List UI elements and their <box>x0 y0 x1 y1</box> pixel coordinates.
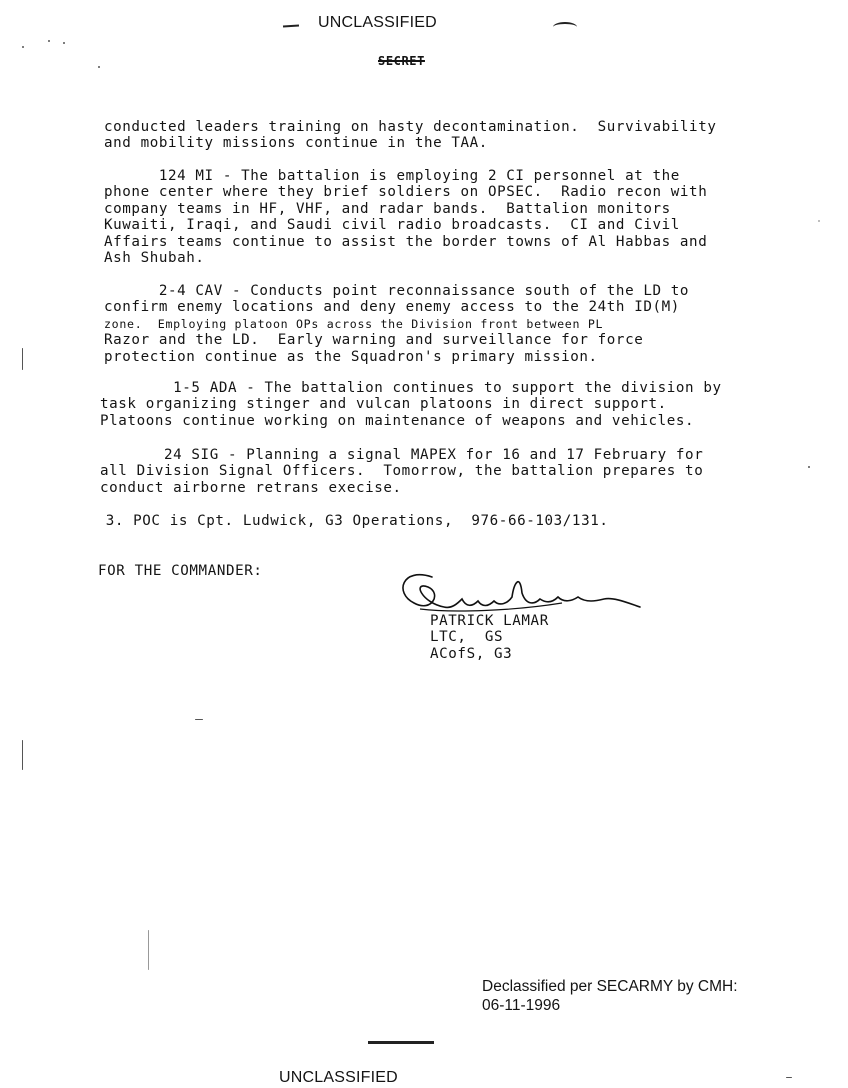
footer-mark <box>368 1041 434 1044</box>
text-line: 2-4 CAV - Conducts point reconnaissance south of the LD to <box>104 283 690 299</box>
paragraph-124-mi <box>104 168 707 266</box>
text-line: Kuwaiti, Iraqi, and Saudi civil radio broadcasts. CI and Civil <box>104 217 680 234</box>
text-line: 1-5 ADA - The battalion continues to support the division by <box>100 380 722 396</box>
text-line: all Division Signal Officers. Tomorrow, the battalion prepares to <box>100 463 704 480</box>
text-line: Razor and the LD. Early warning and surveillance for force <box>104 332 644 349</box>
text-line: Affairs teams continue to assist the border towns of Al Habbas and <box>104 233 708 250</box>
text-line: conducted leaders training on hasty decontamination. Survivability <box>104 119 717 135</box>
text-line: Ash Shubah. <box>104 250 205 267</box>
header-left-mark <box>283 24 299 27</box>
text-line: and mobility missions continue in the TAA. <box>104 135 488 152</box>
continuation-paragraph <box>104 119 717 152</box>
declassification-line: Declassified per SECARMY by CMH: <box>482 978 738 995</box>
classification-top: UNCLASSIFIED <box>318 14 437 31</box>
poc-line: 3. POC is Cpt. Ludwick, G3 Operations, 976-66-103/131. <box>60 513 609 529</box>
text-line: task organizing stinger and vulcan platoons in direct support. <box>100 396 667 413</box>
declassification-date: 06-11-1996 <box>482 997 561 1014</box>
paragraph-24-sig <box>100 447 703 496</box>
paragraph-2-4-cav <box>104 283 689 365</box>
struck-classification-marking: SECRET <box>378 54 425 68</box>
text-line: protection continue as the Squadron's primary mission. <box>104 348 598 365</box>
signer-rank: LTC, GS <box>430 629 504 646</box>
closing-line: FOR THE COMMANDER: <box>98 563 263 579</box>
signature-block <box>430 613 549 662</box>
signer-title: ACofS, G3 <box>430 645 513 662</box>
header-right-mark <box>553 22 577 32</box>
signer-name: PATRICK LAMAR <box>430 613 549 629</box>
paragraph-1-5-ada <box>100 380 722 429</box>
text-line: 124 MI - The battalion is employing 2 CI personnel at the <box>104 168 680 184</box>
text-line: company teams in HF, VHF, and radar bands. Battalion monitors <box>104 200 671 217</box>
text-line: conduct airborne retrans execise. <box>100 479 402 496</box>
text-line: Platoons continue working on maintenance of weapons and vehicles. <box>100 412 695 429</box>
text-line: phone center where they brief soldiers on OPSEC. Radio recon with <box>104 184 708 201</box>
text-line: 24 SIG - Planning a signal MAPEX for 16 and 17 February for <box>100 447 704 463</box>
classification-bottom: UNCLASSIFIED <box>279 1069 398 1086</box>
declassification-stamp <box>482 977 738 1015</box>
text-line: confirm enemy locations and deny enemy access to the 24th ID(M) <box>104 299 680 316</box>
text-line: zone. Employing platoon OPs across the Division front between PL <box>104 316 604 331</box>
